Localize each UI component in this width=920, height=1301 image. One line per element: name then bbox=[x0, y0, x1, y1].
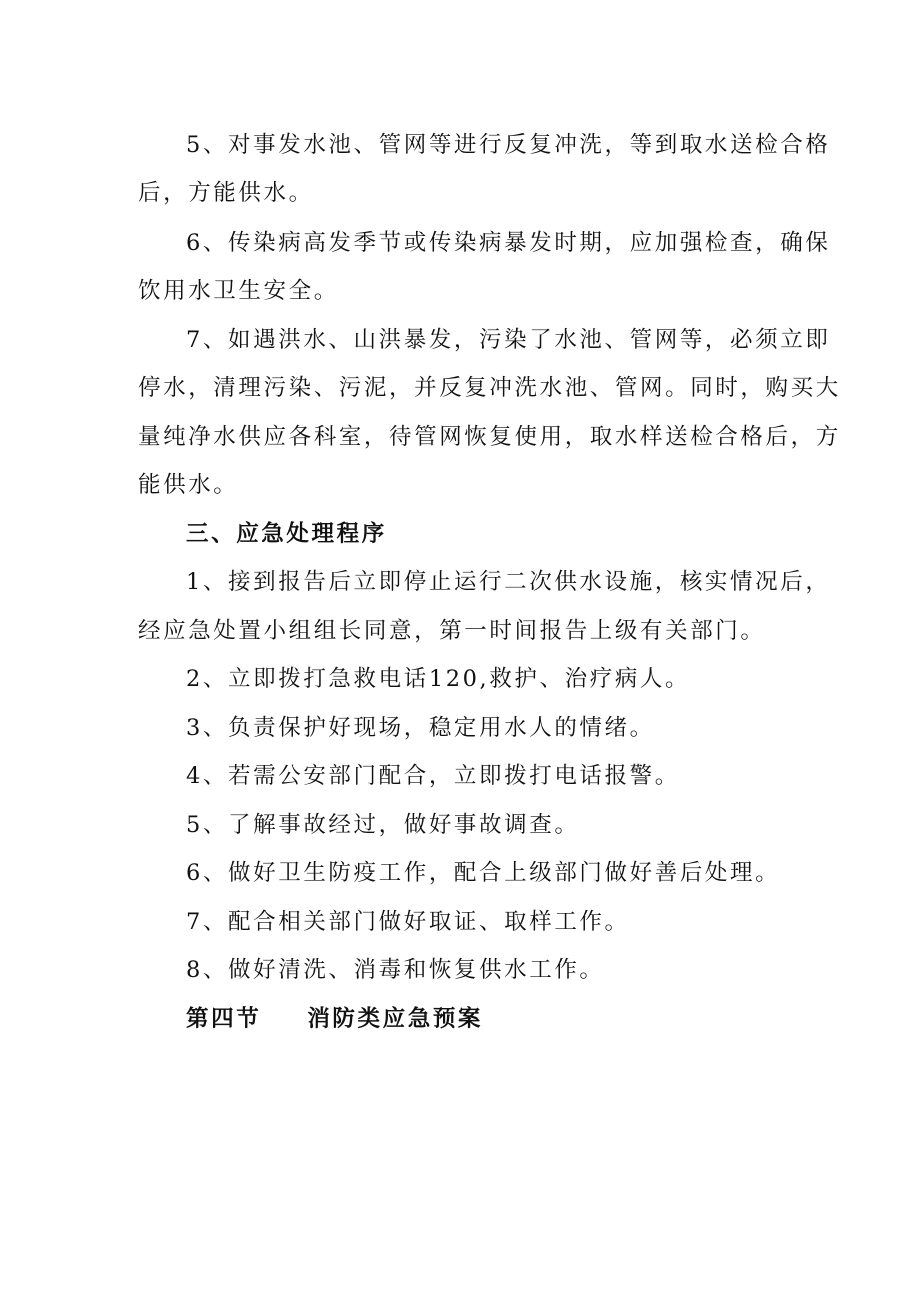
procedure-7: 7、配合相关部门做好取证、取样工作。 bbox=[186, 909, 630, 935]
procedure-5: 5、了解事故经过，做好事故调查。 bbox=[186, 812, 580, 838]
paragraph-7-line-2: 停水，清理污染、污泥，并反复冲洗水池、管网。同时，购买大 bbox=[138, 375, 841, 401]
paragraph-6-line-1: 6、传染病高发季节或传染病暴发时期，应加强检查，确保 bbox=[186, 230, 831, 256]
paragraph-6-line-2: 饮用水卫生安全。 bbox=[138, 278, 339, 304]
procedure-1-line-1: 1、接到报告后立即停止运行二次供水设施，核实情况后， bbox=[186, 569, 831, 595]
procedure-1-line-2: 经应急处置小组组长同意，第一时间报告上级有关部门。 bbox=[138, 618, 766, 644]
paragraph-7-line-4: 能供水。 bbox=[138, 472, 239, 498]
section-four-label: 第四节 bbox=[186, 1006, 262, 1032]
procedure-3: 3、负责保护好现场，稳定用水人的情绪。 bbox=[186, 715, 655, 741]
procedure-6: 6、做好卫生防疫工作，配合上级部门做好善后处理。 bbox=[186, 860, 781, 886]
paragraph-7-line-1: 7、如遇洪水、山洪暴发，污染了水池、管网等，必须立即 bbox=[186, 327, 831, 353]
section-four-title: 消防类应急预案 bbox=[307, 1006, 484, 1032]
procedure-4: 4、若需公安部门配合，立即拨打电话报警。 bbox=[186, 763, 680, 789]
section-heading-emergency-procedure: 三、应急处理程序 bbox=[186, 521, 387, 547]
paragraph-5-line-1: 5、对事发水池、管网等进行反复冲洗，等到取水送检合格 bbox=[186, 132, 831, 158]
section-four-heading bbox=[186, 1003, 483, 1035]
paragraph-7-line-3: 量纯净水供应各科室，待管网恢复使用，取水样送检合格后，方 bbox=[138, 424, 841, 450]
paragraph-5-line-2: 后，方能供水。 bbox=[138, 180, 314, 206]
procedure-2: 2、立即拨打急救电话120,救护、治疗病人。 bbox=[186, 666, 691, 692]
procedure-8: 8、做好清洗、消毒和恢复供水工作。 bbox=[186, 957, 605, 983]
